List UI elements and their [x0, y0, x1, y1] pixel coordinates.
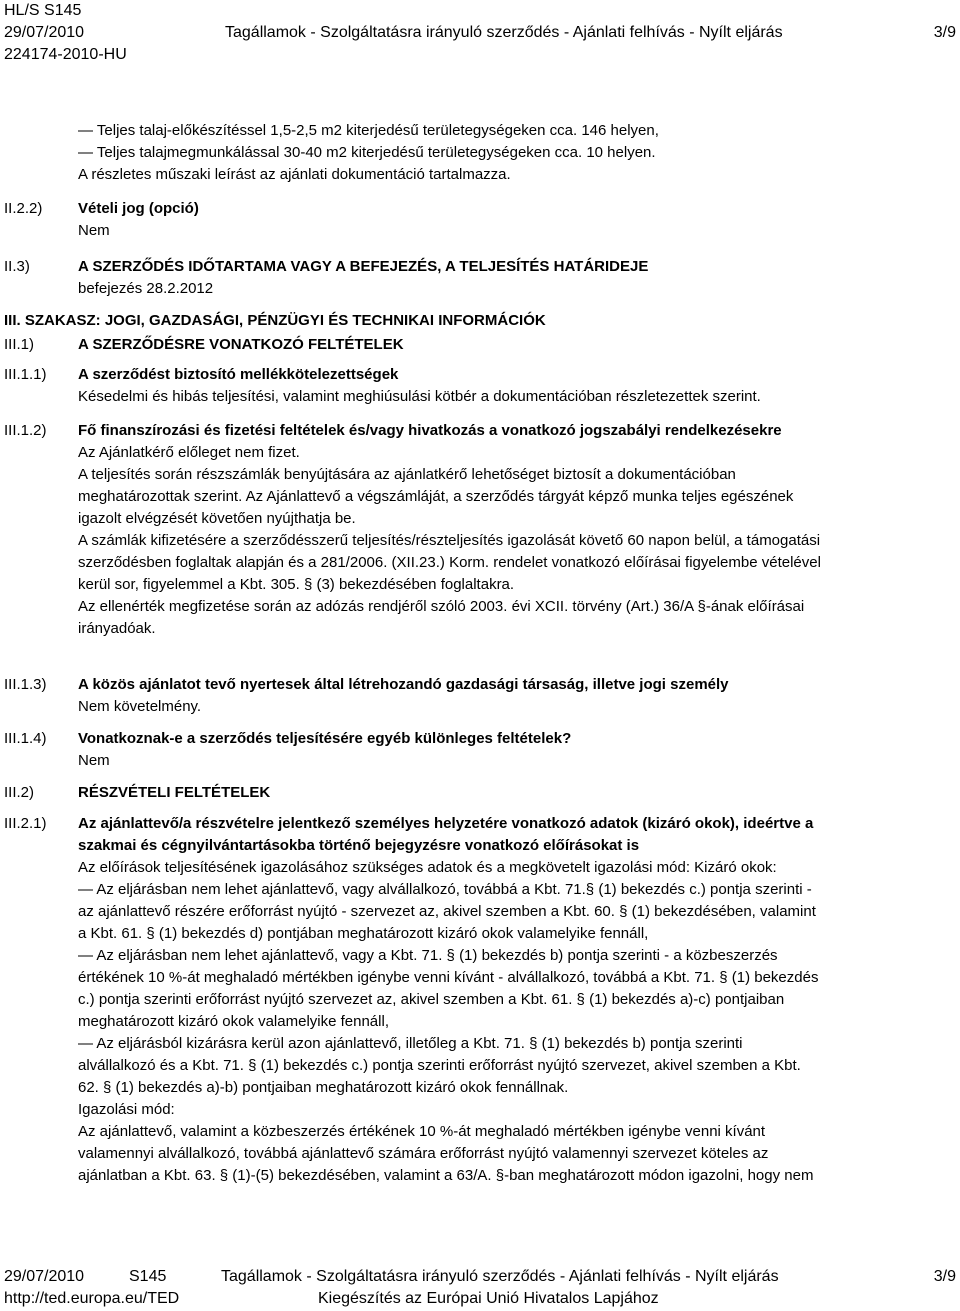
section-heading: Az ajánlattevő/a részvételre jelentkező személyes helyzetére vonatkozó adatok (kizáró okok), ideértve a [78, 815, 814, 832]
intro-line: — Teljes talaj-előkészítéssel 1,5-2,5 m2 kiterjedésű területegységeken cca. 146 helyen, [78, 122, 659, 139]
section-heading: Fő finanszírozási és fizetési feltételek és/vagy hivatkozás a vonatkozó jogszabályi rendelkezésekre [78, 422, 782, 439]
section-label-iii-2-1: III.2.1) [4, 815, 47, 832]
section-text: — Az eljárásban nem lehet ajánlattevő, vagy a Kbt. 71. § (1) bekezdés b) pontja szerinti - a közbeszerzés [78, 947, 778, 964]
section-value: Nem [78, 752, 110, 769]
section-heading: A SZERZŐDÉS IDŐTARTAMA VAGY A BEFEJEZÉS, A TELJESÍTÉS HATÁRIDEJE [78, 258, 649, 275]
section-text: Igazolási mód: [78, 1101, 175, 1118]
section-label-iii-1-2: III.1.2) [4, 422, 47, 439]
section-text: meghatározott kizáró okok valamelyike fennáll, [78, 1013, 389, 1030]
section-iii-1-1 [78, 364, 954, 408]
footer-date: 29/07/2010 [4, 1268, 85, 1285]
section-text: ajánlatban a Kbt. 63. § (1)-(5) bekezdésében, valamint a 63/A. §-ban meghatározott módon igazolni, hogy nem [78, 1167, 814, 1184]
footer-publisher: Kiegészítés az Európai Unió Hivatalos Lapjához [318, 1290, 659, 1307]
section-iii-2-1 [78, 813, 954, 1187]
section-label-iii-1: III.1) [4, 336, 35, 353]
section-text: Az Ajánlatkérő előleget nem fizet. [78, 444, 300, 461]
header-title: Tagállamok - Szolgáltatásra irányuló szerződés - Ajánlati felhívás - Nyílt eljárás [225, 24, 783, 41]
section-heading: A szerződést biztosító mellékkötelezettségek [78, 366, 399, 383]
section-iii-heading: III. SZAKASZ: JOGI, GAZDASÁGI, PÉNZÜGYI ÉS TECHNIKAI INFORMÁCIÓK [4, 312, 546, 329]
section-text: Az ellenérték megfizetése során az adózás rendjéről szóló 2003. évi XCII. törvény (Art.) 36/A §-ának előírásai [78, 598, 805, 615]
section-heading: RÉSZVÉTELI FELTÉTELEK [78, 784, 271, 801]
header-page-number: 3/9 [933, 24, 956, 41]
section-heading: szakmai és cégnyilvántartásokba történő bejegyzésre vonatkozó előírásokat is [78, 837, 640, 854]
section-text: alvállalkozó és a Kbt. 71. § (1) bekezdés c.) pontja szerinti erőforrást nyújtó szervezet, akivel szemben a Kbt. [78, 1057, 801, 1074]
section-heading: Vételi jog (opció) [78, 200, 199, 217]
section-label-ii-2-2: II.2.2) [4, 200, 43, 217]
section-iii-2 [78, 782, 954, 804]
page-header [4, 0, 956, 70]
section-text: Késedelmi és hibás teljesítési, valamint meghiúsulási kötbér a dokumentációban részletezettek szerint. [78, 388, 761, 405]
section-text: meghatározottak szerint. Az Ajánlattevő a végszámláját, a szerződés tárgyát képző munka teljes egészének [78, 488, 794, 505]
section-label-ii-3: II.3) [4, 258, 30, 275]
section-text: az ajánlattevő részére erőforrást nyújtó - szervezet az, akivel szemben a Kbt. 60. § (1) bekezdésében, valamint [78, 903, 816, 920]
section-heading: A közös ajánlatot tevő nyertesek által létrehozandó gazdasági társaság, illetve jogi személy [78, 676, 729, 693]
header-date: 29/07/2010 [4, 24, 85, 41]
footer-title: Tagállamok - Szolgáltatásra irányuló szerződés - Ajánlati felhívás - Nyílt eljárás [221, 1268, 779, 1285]
section-ii-2-2 [78, 198, 954, 242]
section-text: értékének 10 %-át meghaladó mértékben igénybe venni kívánt - alvállalkozó, továbbá a Kbt. 71. § (1) bekezdés [78, 969, 819, 986]
intro-line: — Teljes talajmegmunkálással 30-40 m2 kiterjedésű területegységeken cca. 10 helyen. [78, 144, 656, 161]
section-text: szerződésben foglaltak alapján és a 281/2006. (XII.23.) Korm. rendelet vonatkozó előírásai figyelembe vételével [78, 554, 821, 571]
intro-block [78, 120, 954, 186]
section-iii-1-4 [78, 728, 954, 772]
section-text: A teljesítés során részszámlák benyújtására az ajánlatkérő lehetőséget biztosít a dokumentációban [78, 466, 736, 483]
journal-ref: HL/S S145 [4, 2, 82, 19]
section-value: befejezés 28.2.2012 [78, 280, 214, 297]
section-text: c.) pontja szerinti erőforrást nyújtó szervezet az, akivel szemben a Kbt. 61. § (1) bekezdés a)-c) pontjaiban [78, 991, 785, 1008]
section-label-iii-2: III.2) [4, 784, 35, 801]
section-iii-1-3 [78, 674, 954, 718]
section-label-iii-1-3: III.1.3) [4, 676, 47, 693]
footer-journal: S145 [129, 1268, 167, 1285]
section-value: Nem követelmény. [78, 698, 202, 715]
section-label-iii-1-4: III.1.4) [4, 730, 47, 747]
section-heading: Vonatkoznak-e a szerződés teljesítésére egyéb különleges feltételek? [78, 730, 572, 747]
section-label-iii-1-1: III.1.1) [4, 366, 47, 383]
intro-line: A részletes műszaki leírást az ajánlati dokumentáció tartalmazza. [78, 166, 511, 183]
section-text: kerül sor, figyelemmel a Kbt. 305. § (3) bekezdésében foglaltakra. [78, 576, 515, 593]
section-text: A számlák kifizetésére a szerződésszerű teljesítés/részteljesítés igazolását követő 60 napon belül, a támogatási [78, 532, 821, 549]
notice-id: 224174-2010-HU [4, 46, 127, 63]
section-value: Nem [78, 222, 110, 239]
section-text: — Az eljárásban nem lehet ajánlattevő, vagy alvállalkozó, továbbá a Kbt. 71.§ (1) bekezdés c.) pontja szerinti - [78, 881, 812, 898]
section-iii-1 [78, 334, 954, 356]
footer-page-number: 3/9 [933, 1268, 956, 1285]
page-footer [4, 1266, 956, 1311]
section-text: valamennyi alvállalkozó, továbbá ajánlattevő számára erőforrást nyújtó valamennyi szervezet köteles az [78, 1145, 769, 1162]
section-iii-1-2 [78, 420, 954, 640]
footer-url[interactable]: http://ted.europa.eu/TED [4, 1290, 180, 1307]
section-text: 62. § (1) bekezdés a)-b) pontjaiban meghatározott kizáró okok fennállnak. [78, 1079, 569, 1096]
section-text: igazolt elvégzését követően nyújthatja be. [78, 510, 356, 527]
section-ii-3 [78, 256, 954, 300]
section-text: a Kbt. 61. § (1) bekezdés d) pontjában meghatározott kizáró okok valamelyike fennáll, [78, 925, 649, 942]
section-text: — Az eljárásból kizárásra kerül azon ajánlattevő, illetőleg a Kbt. 71. § (1) bekezdés b) pontja szerinti [78, 1035, 743, 1052]
section-text: Az ajánlattevő, valamint a közbeszerzés értékének 10 %-át meghaladó mértékben igénybe venni kívánt [78, 1123, 766, 1140]
section-text: Az előírások teljesítésének igazolásához szükséges adatok és a megkövetelt igazolási mód: Kizáró okok: [78, 859, 777, 876]
section-heading: A SZERZŐDÉSRE VONATKOZÓ FELTÉTELEK [78, 336, 404, 353]
section-text: irányadóak. [78, 620, 156, 637]
